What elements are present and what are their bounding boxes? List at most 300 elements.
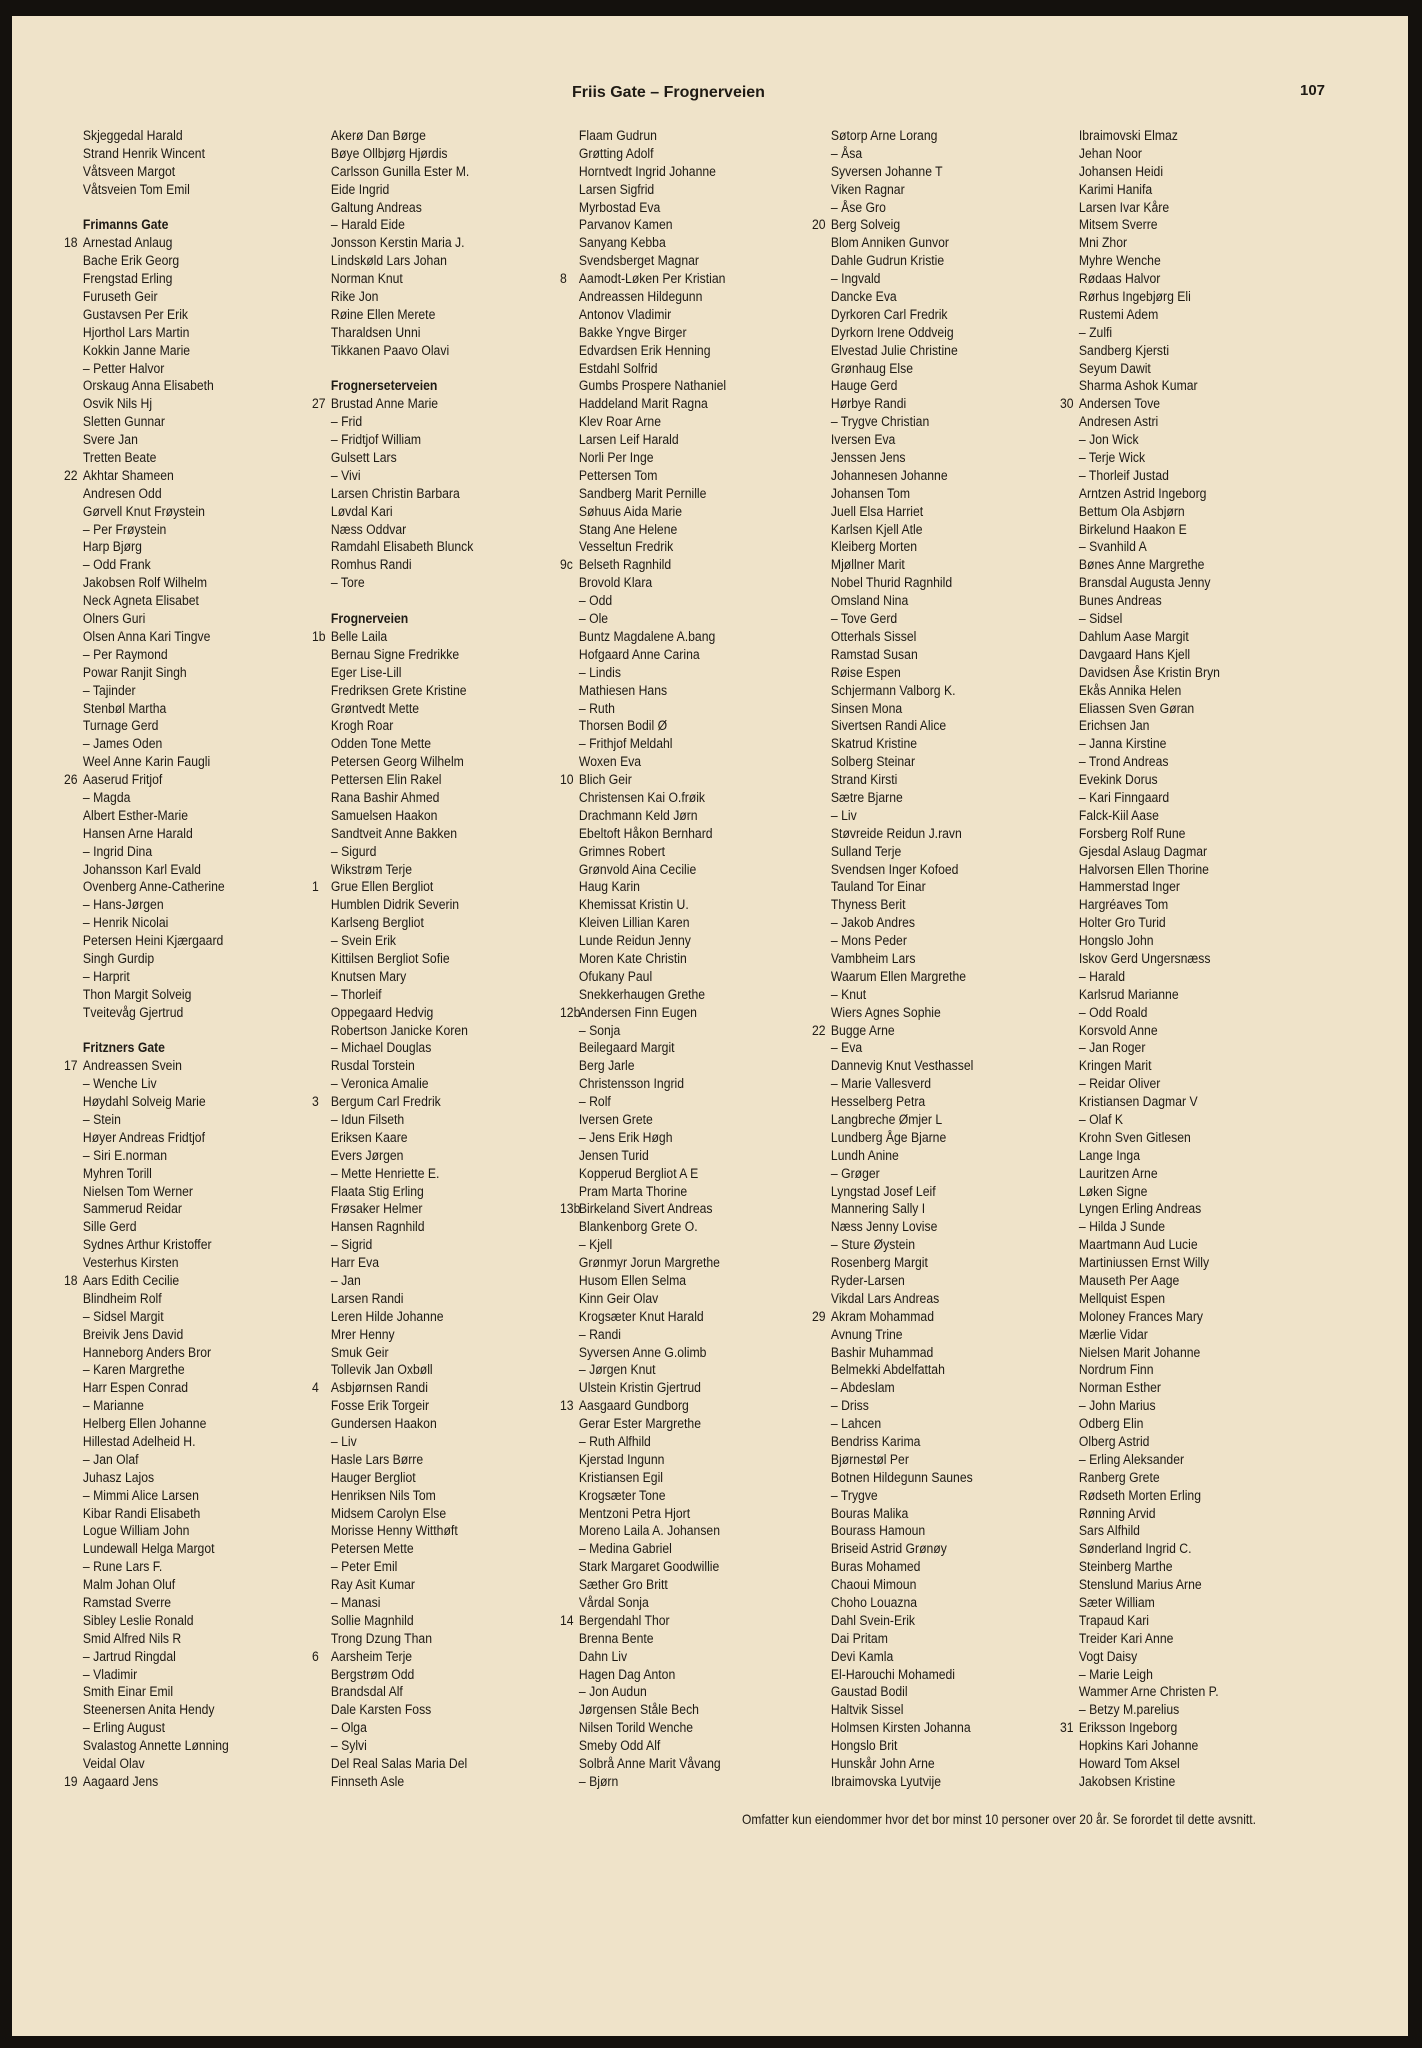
house-number: 9c bbox=[560, 557, 573, 574]
house-number bbox=[560, 1309, 579, 1327]
resident-name: Ramstad Susan bbox=[830, 646, 918, 663]
resident-name: Grønmyr Jorun Margrethe bbox=[578, 1255, 720, 1272]
resident-name: Humblen Didrik Severin bbox=[330, 897, 460, 914]
house-number bbox=[812, 182, 831, 200]
resident-name: Buras Mohamed bbox=[830, 1559, 921, 1576]
house-number bbox=[560, 539, 579, 557]
house-number bbox=[312, 647, 331, 665]
street-heading bbox=[64, 1040, 229, 1058]
house-number bbox=[560, 1720, 579, 1738]
house-number bbox=[812, 1434, 831, 1452]
house-number: 13b bbox=[560, 1201, 581, 1218]
resident-entry bbox=[812, 1023, 973, 1041]
house-number bbox=[560, 1488, 579, 1506]
resident-name: Næss Jenny Lovise bbox=[830, 1219, 938, 1236]
resident-name: Korsvold Anne bbox=[1078, 1022, 1158, 1039]
resident-entry bbox=[312, 1756, 473, 1774]
resident-entry bbox=[1060, 1309, 1220, 1327]
house-number bbox=[312, 790, 331, 808]
resident-name: Kibar Randi Elisabeth bbox=[82, 1505, 201, 1522]
resident-name: – Henrik Nicolai bbox=[82, 915, 169, 932]
house-number bbox=[64, 504, 83, 522]
resident-name: Kittilsen Bergliot Sofie bbox=[330, 950, 450, 967]
resident-name: Christensson Ingrid bbox=[578, 1076, 685, 1093]
house-number bbox=[812, 665, 831, 683]
resident-name: Schjermann Valborg K. bbox=[830, 682, 956, 699]
resident-name: Våtsveen Margot bbox=[82, 163, 176, 180]
resident-entry bbox=[312, 1005, 473, 1023]
resident-name: Vesterhus Kirsten bbox=[82, 1255, 179, 1272]
resident-entry bbox=[812, 1166, 973, 1184]
resident-entry bbox=[812, 647, 973, 665]
resident-name: Odden Tone Mette bbox=[330, 736, 432, 753]
house-number bbox=[64, 1076, 83, 1094]
resident-name: Akerø Dan Børge bbox=[330, 128, 426, 144]
house-number bbox=[560, 683, 579, 701]
resident-name: Martiniussen Ernst Willy bbox=[1078, 1255, 1210, 1272]
resident-name: Klev Roar Arne bbox=[578, 414, 661, 431]
resident-name: Rana Bashir Ahmed bbox=[330, 789, 440, 806]
resident-name: Leren Hilde Johanne bbox=[330, 1308, 444, 1325]
house-number bbox=[1060, 790, 1079, 808]
house-number bbox=[812, 951, 831, 969]
resident-name: Gustavsen Per Erik bbox=[82, 306, 189, 323]
house-number bbox=[560, 665, 579, 683]
resident-entry bbox=[312, 468, 473, 486]
resident-entry bbox=[1060, 1362, 1220, 1380]
house-number bbox=[560, 790, 579, 808]
resident-entry bbox=[312, 200, 473, 218]
house-number bbox=[812, 1452, 831, 1470]
resident-entry bbox=[812, 808, 973, 826]
resident-entry bbox=[560, 396, 726, 414]
resident-entry bbox=[64, 307, 229, 325]
resident-name: Nielsen Tom Werner bbox=[82, 1183, 193, 1200]
resident-entry bbox=[812, 1434, 973, 1452]
house-number bbox=[812, 611, 831, 629]
house-number bbox=[812, 253, 831, 271]
resident-name: Bouras Malika bbox=[830, 1505, 909, 1522]
house-number bbox=[1060, 468, 1079, 486]
resident-name: Eger Lise-Lill bbox=[330, 664, 402, 681]
house-number bbox=[1060, 539, 1079, 557]
house-number bbox=[312, 1166, 331, 1184]
house-number bbox=[812, 647, 831, 665]
house-number bbox=[560, 879, 579, 897]
house-number bbox=[312, 1577, 331, 1595]
resident-entry bbox=[312, 1398, 473, 1416]
resident-name: Andreassen Svein bbox=[82, 1058, 182, 1075]
resident-name: – Sigurd bbox=[330, 843, 377, 860]
house-number bbox=[312, 504, 331, 522]
resident-name: – Bjørn bbox=[578, 1773, 619, 1790]
resident-entry bbox=[812, 969, 973, 987]
resident-name: Syversen Anne G.olimb bbox=[578, 1344, 707, 1361]
resident-name: – Trygve bbox=[830, 1487, 878, 1504]
resident-entry bbox=[1060, 522, 1220, 540]
resident-name: Bøye Ollbjørg Hjørdis bbox=[330, 145, 448, 162]
resident-entry bbox=[812, 1309, 973, 1327]
resident-name: Johansen Tom bbox=[830, 485, 911, 502]
resident-name: Gundersen Haakon bbox=[330, 1416, 437, 1433]
house-number bbox=[812, 164, 831, 182]
resident-name: Bernau Signe Fredrikke bbox=[330, 646, 460, 663]
house-number bbox=[812, 1488, 831, 1506]
resident-name: Kinn Geir Olav bbox=[578, 1290, 659, 1307]
house-number bbox=[560, 1434, 579, 1452]
house-number bbox=[312, 253, 331, 271]
house-number bbox=[812, 1738, 831, 1756]
house-number bbox=[560, 1649, 579, 1667]
resident-entry bbox=[64, 1720, 229, 1738]
resident-name: Dale Karsten Foss bbox=[330, 1702, 432, 1719]
resident-name: Akram Mohammad bbox=[830, 1308, 934, 1325]
resident-name: Lundberg Åge Bjarne bbox=[830, 1129, 947, 1146]
house-number bbox=[560, 1702, 579, 1720]
resident-entry bbox=[312, 683, 473, 701]
resident-name: Halvorsen Ellen Thorine bbox=[1078, 861, 1209, 878]
resident-name: – Magda bbox=[82, 789, 131, 806]
resident-name: Helberg Ellen Johanne bbox=[82, 1416, 207, 1433]
house-number bbox=[560, 1166, 579, 1184]
house-number bbox=[1060, 575, 1079, 593]
house-number bbox=[560, 146, 579, 164]
resident-entry bbox=[64, 1488, 229, 1506]
resident-name: Krogsæter Knut Harald bbox=[578, 1308, 704, 1325]
house-number bbox=[64, 987, 83, 1005]
resident-entry bbox=[64, 343, 229, 361]
resident-entry bbox=[64, 1702, 229, 1720]
house-number bbox=[812, 1058, 831, 1076]
house-number bbox=[64, 969, 83, 987]
resident-entry bbox=[560, 1595, 726, 1613]
house-number bbox=[1060, 915, 1079, 933]
house-number bbox=[1060, 378, 1079, 396]
resident-entry bbox=[560, 754, 726, 772]
house-number bbox=[312, 182, 331, 200]
resident-name: Blom Anniken Gunvor bbox=[830, 235, 949, 252]
resident-name: – Siri E.norman bbox=[82, 1147, 168, 1164]
house-number bbox=[560, 969, 579, 987]
resident-entry bbox=[1060, 1506, 1220, 1524]
resident-name: Aaserud Fritjof bbox=[82, 772, 163, 789]
resident-entry bbox=[812, 1058, 973, 1076]
resident-name: Mni Zhor bbox=[1078, 235, 1128, 252]
resident-entry bbox=[312, 253, 473, 271]
resident-name: Blindheim Rolf bbox=[82, 1290, 162, 1307]
resident-name: – Vivi bbox=[330, 467, 361, 484]
house-number bbox=[64, 343, 83, 361]
resident-entry bbox=[812, 182, 973, 200]
resident-entry bbox=[812, 1613, 973, 1631]
resident-entry bbox=[560, 1416, 726, 1434]
house-number bbox=[312, 146, 331, 164]
resident-name: Hansen Arne Harald bbox=[82, 825, 193, 842]
house-number: 31 bbox=[1060, 1720, 1074, 1737]
resident-name: Osvik Nils Hj bbox=[82, 396, 153, 413]
house-number bbox=[812, 1130, 831, 1148]
house-number: 13 bbox=[560, 1398, 574, 1415]
house-number bbox=[560, 235, 579, 253]
resident-entry bbox=[64, 1470, 229, 1488]
house-number bbox=[1060, 271, 1079, 289]
resident-name: – Ingrid Dina bbox=[82, 843, 153, 860]
resident-name: Ovenberg Anne-Catherine bbox=[82, 879, 225, 896]
resident-entry bbox=[1060, 164, 1220, 182]
resident-entry bbox=[560, 1309, 726, 1327]
house-number bbox=[812, 1613, 831, 1631]
resident-entry bbox=[312, 629, 473, 647]
resident-name: Brenna Bente bbox=[578, 1630, 654, 1647]
resident-name: Rustemi Adem bbox=[1078, 306, 1159, 323]
resident-name: Flaam Gudrun bbox=[578, 128, 657, 144]
resident-name: Jakobsen Kristine bbox=[1078, 1773, 1176, 1790]
house-number bbox=[64, 1470, 83, 1488]
resident-entry bbox=[312, 432, 473, 450]
resident-name: Juell Elsa Harriet bbox=[830, 503, 924, 520]
house-number bbox=[812, 862, 831, 880]
resident-entry bbox=[1060, 1345, 1220, 1363]
resident-name: Larsen Sigfrid bbox=[578, 181, 655, 198]
resident-entry bbox=[812, 468, 973, 486]
resident-entry bbox=[1060, 897, 1220, 915]
resident-entry bbox=[560, 862, 726, 880]
house-number bbox=[812, 701, 831, 719]
resident-entry bbox=[560, 1148, 726, 1166]
resident-name: – Ingvald bbox=[830, 271, 881, 288]
resident-entry bbox=[560, 1470, 726, 1488]
house-number bbox=[312, 1023, 331, 1041]
resident-entry bbox=[812, 611, 973, 629]
resident-entry bbox=[1060, 1237, 1220, 1255]
house-number bbox=[812, 1148, 831, 1166]
house-number bbox=[560, 1577, 579, 1595]
resident-name: Sammerud Reidar bbox=[82, 1201, 182, 1218]
house-number bbox=[812, 1756, 831, 1774]
resident-entry bbox=[312, 1237, 473, 1255]
house-number bbox=[312, 539, 331, 557]
resident-entry bbox=[560, 844, 726, 862]
resident-name: – Frithjof Meldahl bbox=[578, 736, 673, 753]
resident-name: – Trygve Christian bbox=[830, 414, 930, 431]
resident-entry bbox=[64, 1416, 229, 1434]
house-number bbox=[560, 128, 579, 146]
resident-name: Harp Bjørg bbox=[82, 539, 142, 556]
resident-name: Skatrud Kristine bbox=[830, 736, 918, 753]
resident-entry bbox=[1060, 1541, 1220, 1559]
resident-entry bbox=[312, 1595, 473, 1613]
resident-name: Eriksen Kaare bbox=[330, 1129, 408, 1146]
house-number bbox=[1060, 1309, 1079, 1327]
resident-entry bbox=[64, 1076, 229, 1094]
resident-name: – Petter Halvor bbox=[82, 360, 165, 377]
house-number bbox=[64, 1577, 83, 1595]
house-number bbox=[560, 1237, 579, 1255]
resident-entry bbox=[1060, 557, 1220, 575]
resident-name: Dai Pritam bbox=[830, 1630, 888, 1647]
resident-entry bbox=[560, 665, 726, 683]
house-number bbox=[312, 969, 331, 987]
resident-entry bbox=[812, 575, 973, 593]
resident-entry bbox=[812, 253, 973, 271]
house-number bbox=[64, 1380, 83, 1398]
house-number bbox=[1060, 1649, 1079, 1667]
resident-name: Bakke Yngve Birger bbox=[578, 324, 687, 341]
resident-entry bbox=[812, 1649, 973, 1667]
resident-entry bbox=[312, 1023, 473, 1041]
house-number bbox=[812, 593, 831, 611]
resident-name: – Harald bbox=[1078, 968, 1126, 985]
house-number bbox=[64, 1684, 83, 1702]
resident-name: Våtsveien Tom Emil bbox=[82, 181, 190, 198]
resident-name: Gjesdal Aslaug Dagmar bbox=[1078, 843, 1208, 860]
house-number bbox=[560, 718, 579, 736]
resident-entry bbox=[1060, 1756, 1220, 1774]
resident-entry bbox=[64, 1595, 229, 1613]
resident-entry bbox=[560, 1076, 726, 1094]
resident-name: Avnung Trine bbox=[830, 1326, 903, 1343]
resident-name: Stenbøl Martha bbox=[82, 700, 167, 717]
resident-name: Morisse Henny Witthøft bbox=[330, 1523, 458, 1540]
house-number bbox=[1060, 1488, 1079, 1506]
house-number bbox=[812, 1559, 831, 1577]
resident-entry bbox=[64, 1166, 229, 1184]
resident-entry bbox=[560, 1684, 726, 1702]
resident-name: Dahlum Aase Margit bbox=[1078, 628, 1189, 645]
resident-name: – Wenche Liv bbox=[82, 1076, 157, 1093]
house-number bbox=[812, 1577, 831, 1595]
house-number bbox=[312, 1720, 331, 1738]
resident-entry bbox=[1060, 683, 1220, 701]
house-number bbox=[812, 361, 831, 379]
house-number bbox=[64, 1005, 83, 1023]
resident-entry bbox=[560, 683, 726, 701]
resident-entry bbox=[312, 1345, 473, 1363]
resident-entry bbox=[560, 1488, 726, 1506]
house-number bbox=[560, 182, 579, 200]
resident-name: Weel Anne Karin Faugli bbox=[82, 754, 211, 771]
house-number bbox=[560, 522, 579, 540]
resident-name: Krohn Sven Gitlesen bbox=[1078, 1129, 1191, 1146]
house-number bbox=[1060, 1005, 1079, 1023]
resident-entry bbox=[64, 557, 229, 575]
spacer bbox=[64, 200, 229, 218]
resident-entry bbox=[560, 146, 726, 164]
resident-entry bbox=[560, 361, 726, 379]
house-number bbox=[560, 1684, 579, 1702]
resident-entry bbox=[312, 879, 473, 897]
resident-name: – Frid bbox=[330, 414, 363, 431]
house-number bbox=[560, 432, 579, 450]
resident-name: Smeby Odd Alf bbox=[578, 1738, 661, 1755]
resident-name: Oppegaard Hedvig bbox=[330, 1004, 434, 1021]
house-number bbox=[812, 1166, 831, 1184]
resident-name: Bache Erik Georg bbox=[82, 253, 180, 270]
house-number bbox=[812, 557, 831, 575]
resident-entry bbox=[560, 1166, 726, 1184]
resident-name: – Olaf K bbox=[1078, 1111, 1124, 1128]
street-heading bbox=[64, 217, 229, 235]
house-number bbox=[64, 611, 83, 629]
resident-name: Løken Signe bbox=[1078, 1183, 1148, 1200]
resident-entry bbox=[1060, 951, 1220, 969]
resident-entry bbox=[1060, 665, 1220, 683]
resident-entry bbox=[64, 1130, 229, 1148]
house-number bbox=[812, 146, 831, 164]
resident-name: Botnen Hildegunn Saunes bbox=[830, 1469, 973, 1486]
page-number: 107 bbox=[1300, 82, 1326, 99]
house-number bbox=[64, 1291, 83, 1309]
house-number: 4 bbox=[312, 1380, 319, 1397]
resident-name: Svendsen Inger Kofoed bbox=[830, 861, 959, 878]
house-number bbox=[560, 754, 579, 772]
house-number bbox=[812, 1702, 831, 1720]
resident-name: Hauge Gerd bbox=[830, 378, 898, 395]
resident-name: – James Oden bbox=[82, 736, 163, 753]
resident-entry bbox=[560, 1738, 726, 1756]
resident-entry bbox=[560, 701, 726, 719]
resident-entry bbox=[1060, 1112, 1220, 1130]
resident-entry bbox=[812, 1774, 973, 1792]
resident-entry bbox=[1060, 217, 1220, 235]
resident-entry bbox=[312, 1649, 473, 1667]
resident-entry bbox=[64, 808, 229, 826]
house-number bbox=[1060, 862, 1079, 880]
resident-name: Rødaas Halvor bbox=[1078, 271, 1161, 288]
resident-name: Løvdal Kari bbox=[330, 503, 393, 520]
house-number bbox=[812, 414, 831, 432]
house-number bbox=[312, 736, 331, 754]
resident-entry bbox=[1060, 1559, 1220, 1577]
resident-name: – Sture Øystein bbox=[830, 1237, 916, 1254]
house-number bbox=[64, 539, 83, 557]
house-number bbox=[312, 1112, 331, 1130]
house-number bbox=[560, 1506, 579, 1524]
house-number bbox=[560, 1291, 579, 1309]
resident-name: Ranberg Grete bbox=[1078, 1469, 1160, 1486]
resident-name: – Sidsel Margit bbox=[82, 1308, 164, 1325]
resident-entry bbox=[812, 343, 973, 361]
house-number bbox=[812, 915, 831, 933]
resident-name: Harr Eva bbox=[330, 1255, 380, 1272]
resident-name: El-Harouchi Mohamedi bbox=[830, 1666, 956, 1683]
resident-name: Langbreche Ømjer L bbox=[830, 1111, 943, 1128]
house-number bbox=[1060, 182, 1079, 200]
house-number bbox=[64, 879, 83, 897]
house-number bbox=[1060, 1023, 1079, 1041]
house-number bbox=[560, 164, 579, 182]
resident-entry bbox=[312, 1720, 473, 1738]
house-number: 22 bbox=[812, 1022, 826, 1039]
house-number bbox=[1060, 1076, 1079, 1094]
resident-entry bbox=[812, 736, 973, 754]
resident-name: – Hans-Jørgen bbox=[82, 897, 164, 914]
resident-entry bbox=[1060, 879, 1220, 897]
house-number bbox=[1060, 1631, 1079, 1649]
house-number bbox=[312, 915, 331, 933]
resident-name: Christensen Kai O.frøik bbox=[578, 789, 706, 806]
resident-entry bbox=[812, 1094, 973, 1112]
resident-entry bbox=[812, 862, 973, 880]
resident-name: Lunde Reidun Jenny bbox=[578, 933, 691, 950]
house-number bbox=[560, 575, 579, 593]
resident-entry bbox=[312, 235, 473, 253]
house-number bbox=[312, 557, 331, 575]
resident-name: Krogh Roar bbox=[330, 718, 394, 735]
resident-name: Nobel Thurid Ragnhild bbox=[830, 575, 953, 592]
resident-entry bbox=[64, 1345, 229, 1363]
resident-entry bbox=[64, 933, 229, 951]
